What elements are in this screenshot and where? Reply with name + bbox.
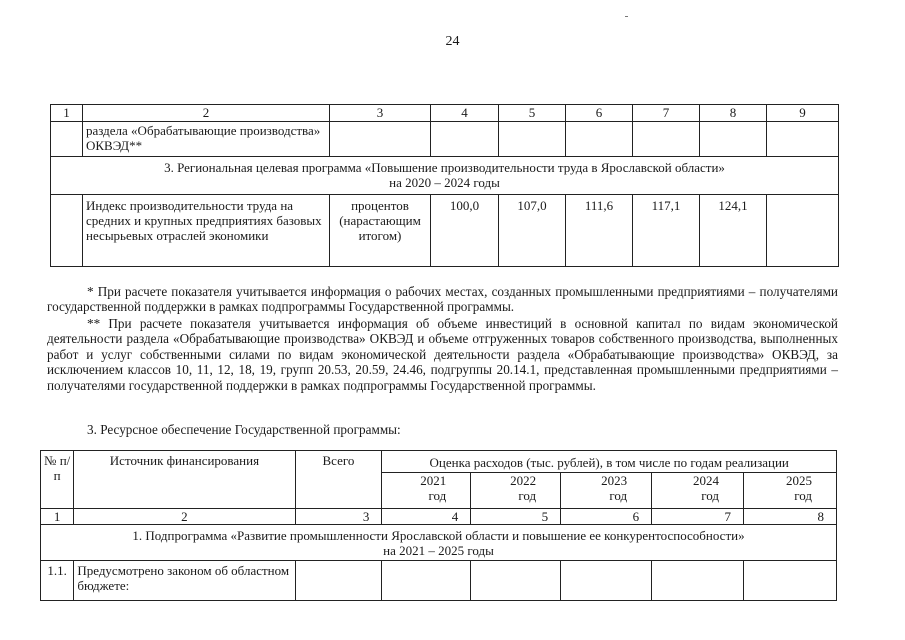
col-header-source: Источник финансирования (74, 451, 295, 509)
indicators-table (50, 104, 839, 267)
year-cell: 2023 год (561, 473, 652, 509)
value-cell: 100,0 (431, 195, 499, 267)
index-cell: 4 (382, 509, 471, 525)
table-row (51, 195, 839, 267)
index-cell: 7 (652, 509, 744, 525)
table-row (41, 561, 837, 601)
index-row (41, 509, 837, 525)
col-header-num: № п/п (41, 451, 74, 509)
section-title-row (51, 157, 839, 195)
col-header-total: Всего (295, 451, 382, 509)
row-source: Предусмотрено законом об областном бюджете: (74, 561, 295, 601)
scan-mark (625, 16, 628, 17)
table-row (51, 122, 839, 157)
value-cell: 107,0 (499, 195, 566, 267)
value-cell: 111,6 (566, 195, 633, 267)
header-cell: 1 (51, 105, 83, 122)
year-cell: 2021 год (382, 473, 471, 509)
indicator-unit: процентов (нарастающим итогом) (330, 195, 431, 267)
header-cell: 6 (566, 105, 633, 122)
value-cell: 117,1 (633, 195, 700, 267)
index-cell: 1 (41, 509, 74, 525)
resources-table (40, 450, 837, 601)
table-header-row (51, 105, 839, 122)
value-cell: 124,1 (700, 195, 767, 267)
year-cell: 2025 год (743, 473, 836, 509)
indicator-name: Индекс производительности труда на средних и крупных предприятиях базовых несырьевых отраслей экономики (83, 195, 330, 267)
header-cell: 7 (633, 105, 700, 122)
header-cell: 2 (83, 105, 330, 122)
index-cell: 3 (295, 509, 382, 525)
year-cell: 2022 год (471, 473, 561, 509)
value-cell (767, 195, 839, 267)
header-cell: 8 (700, 105, 767, 122)
col-header-estimate: Оценка расходов (тыс. рублей), в том числе по годам реализации (382, 451, 837, 473)
index-cell: 6 (561, 509, 652, 525)
row-num: 1.1. (41, 561, 74, 601)
section-title: 3. Региональная целевая программа «Повышение производительности труда в Ярославской области» на 2020 – 2024 годы (51, 157, 839, 195)
index-cell: 8 (743, 509, 836, 525)
year-cell: 2024 год (652, 473, 744, 509)
page-number: 24 (445, 34, 460, 49)
header-cell: 3 (330, 105, 431, 122)
header-cell: 4 (431, 105, 499, 122)
header-cell: 5 (499, 105, 566, 122)
index-cell: 2 (74, 509, 295, 525)
footnote-2: ** При расчете показателя учитывается информация об объеме инвестиций в основной капитал по видам экономической деятельности раздела «Обрабатывающие производства» ОКВЭД и объеме отгруженных товаров собственного производства, выполненных работ и услуг собственными силами по видам экономической деятельности раздела «Обрабатывающие производства» ОКВЭД, за исключением классов 10, 11, 12, 18, 19, групп 20.53, 20.59, 24.46, подгруппы 20.14.1, представленная промышленными предприятиями – получателями государственной поддержки в рамках подпрограммы Государственной программы. (47, 316, 838, 393)
table-header-row (41, 451, 837, 473)
indicator-name: раздела «Обрабатывающие производства» ОКВЭД** (83, 122, 330, 157)
index-cell: 5 (471, 509, 561, 525)
subprogram-row (41, 525, 837, 561)
subprogram-title: 1. Подпрограмма «Развитие промышленности Ярославской области и повышение ее конкурентоспособности» на 2021 – 2025 годы (41, 525, 837, 561)
footnote-1: * При расчете показателя учитывается информация о рабочих местах, созданных промышленными предприятиями – получателями государственной поддержки в рамках подпрограммы Государственной программы. (47, 284, 838, 315)
section-heading: 3. Ресурсное обеспечение Государственной программы: (87, 422, 401, 437)
header-cell: 9 (767, 105, 839, 122)
